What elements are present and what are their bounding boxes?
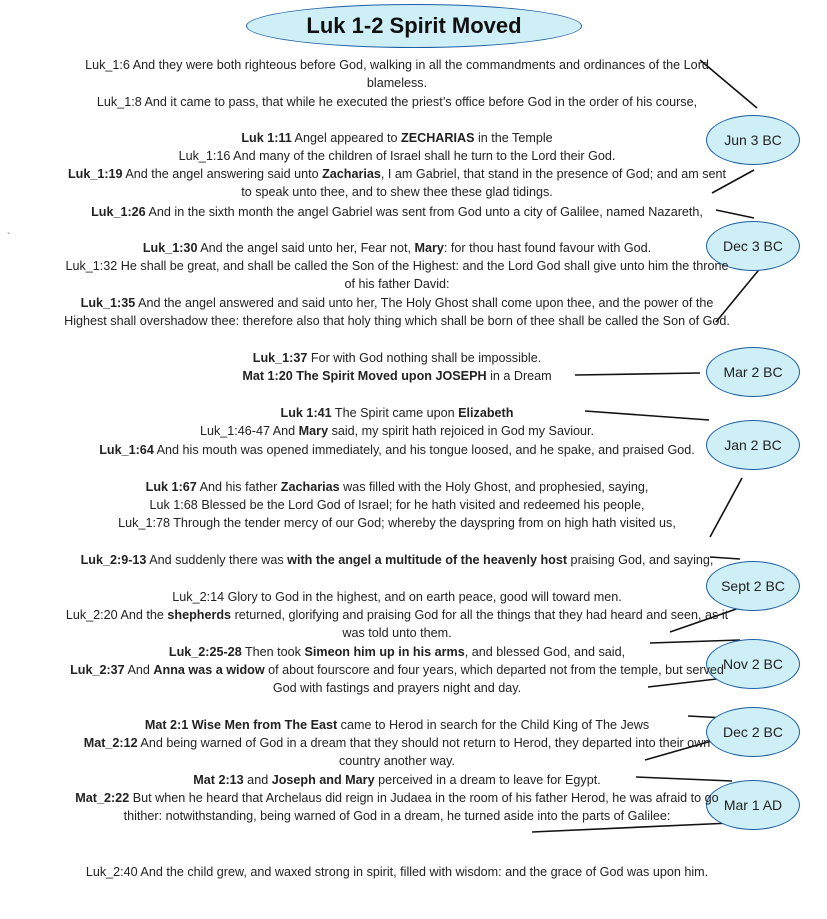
date-oval: Dec 2 BC <box>706 707 800 757</box>
verse-text-run: Luk_1:16 And many of the children of Israel shall he turn to the Lord their God. <box>178 149 616 163</box>
verse-text-run: Then took <box>241 645 305 659</box>
verse-bold-run: Mat_2:22 <box>75 791 130 805</box>
verse-bold-run: Luk 1:67 <box>145 480 197 494</box>
stray-mark: ` <box>7 232 11 243</box>
verse-text-run: Luk_1:32 He shall be great, and shall be called the Son of the Highest: and the Lord God shall give unto him the throne of his father David: <box>65 259 729 291</box>
verse-bold-run: The Spirit Moved upon <box>292 369 436 383</box>
verse-bold-run: Luk 1:11 <box>241 131 292 145</box>
date-oval: Mar 2 BC <box>706 347 800 397</box>
verse-bold-run: Simeon him up in his arms <box>304 645 465 659</box>
verse-bold-run: Zacharias <box>280 480 340 494</box>
verse-text-run: returned, glorifying and praising God for all the things that they had heard and seen, as it was told unto them. <box>231 608 729 640</box>
verse-bold-run: Luk_1:35 <box>80 296 136 310</box>
verse-bold-run: Mat_2:12 <box>83 736 138 750</box>
verse-text-run: in a Dream <box>486 369 552 383</box>
verse-text-run: Luk_2:14 Glory to God in the highest, and on earth peace, good will toward men. <box>172 590 622 604</box>
verse-bold-run: Elizabeth <box>458 406 514 420</box>
verse-luk-1-19 <box>62 165 732 201</box>
date-oval: Mar 1 AD <box>706 780 800 830</box>
verse-text-run: Luk_2:40 And the child grew, and waxed strong in spirit, filled with wisdom: and the grace of God was upon him. <box>85 865 709 879</box>
verse-luk-1-41 <box>62 404 732 422</box>
verse-text-run: And <box>124 663 154 677</box>
verse-luk-2-9-13 <box>62 551 732 569</box>
verse-text-run: And the angel answered and said unto her, The Holy Ghost shall come upon thee, and the power of the Highest shall overshadow thee: therefore also that holy thing which shall be born of thee shall be called the Son of God. <box>64 296 730 328</box>
verse-luk-2-20 <box>62 606 732 642</box>
date-oval: Dec 3 BC <box>706 221 800 271</box>
verse-luk-1-37 <box>62 349 732 367</box>
verse-bold-run: Luk_2:9-13 <box>80 553 147 567</box>
verse-text-run: , I am Gabriel, that stand in the presence of God; and am sent to speak unto thee, and to shew thee these glad tidings. <box>241 167 727 199</box>
verse-mat-1-20 <box>62 367 732 385</box>
verse-text-run: came to Herod in search for the Child King of The Jews <box>337 718 650 732</box>
verse-bold-run: Luk_2:25-28 <box>168 645 242 659</box>
verse-luk-1-16 <box>62 147 732 165</box>
verse-luk-1-6 <box>62 56 732 92</box>
date-oval: Jun 3 BC <box>706 115 800 165</box>
verse-bold-run: Joseph and Mary <box>271 773 375 787</box>
verse-bold-run: Zacharias <box>322 167 381 181</box>
verse-text-run: and <box>243 773 272 787</box>
verse-luk-1-8 <box>62 93 732 111</box>
verse-text-run: , and blessed God, and said, <box>464 645 626 659</box>
verse-text-run: For with God nothing shall be impossible. <box>307 351 542 365</box>
verse-bold-run: Mary <box>414 241 444 255</box>
verse-bold-run: ZECHARIAS <box>401 131 475 145</box>
verse-text-run: : for thou hast found favour with God. <box>443 241 652 255</box>
verse-text-run: Luk_1:8 And it came to pass, that while he executed the priest’s office before God in the order of his course, <box>96 95 698 109</box>
verse-text-run: Luk 1:68 Blessed be the Lord God of Israel; for he hath visited and redeemed his people, <box>149 498 645 512</box>
verse-bold-run: Luk_1:37 <box>252 351 308 365</box>
verse-bold-run: Mary <box>298 424 329 438</box>
verse-bold-run: Anna was a widow <box>153 663 265 677</box>
verse-text-run: of about fourscore and four years, which departed not from the temple, but served God with fastings and prayers night and day. <box>264 663 724 695</box>
verse-mat-2-1 <box>62 716 732 734</box>
verse-bold-run: Luk_1:64 <box>99 443 154 457</box>
verse-bold-run: Mat 1:20 <box>242 369 293 383</box>
verse-text-run: said, my spirit hath rejoiced in God my Saviour. <box>328 424 595 438</box>
verse-luk-1-68 <box>62 496 732 514</box>
verse-luk-1-32 <box>62 257 732 293</box>
verse-text-run: And suddenly there was <box>146 553 288 567</box>
verse-luk-1-46-47 <box>62 422 732 440</box>
verse-text-run: The Spirit came upon <box>331 406 459 420</box>
verse-text-run: But when he heard that Archelaus did reign in Judaea in the room of his father Herod, he was afraid to go thither: notwithstanding, being warned of God in a dream, he turned aside into the parts of Galilee: <box>123 791 719 823</box>
verse-luk-1-67 <box>62 478 732 496</box>
date-oval: Jan 2 BC <box>706 420 800 470</box>
verse-text-run: And his mouth was opened immediately, and his tongue loosed, and he spake, and praised God. <box>153 443 695 457</box>
verse-bold-run: shepherds <box>167 608 232 622</box>
verse-bold-run: Luk_2:37 <box>70 663 125 677</box>
verse-text-run: And the angel said unto her, Fear not, <box>197 241 415 255</box>
verse-text-run: And his father <box>196 480 281 494</box>
verse-text-run: Luk_1:6 And they were both righteous before God, walking in all the commandments and ordinances of the Lord blameless. <box>85 58 709 90</box>
verse-luk-2-25-28 <box>62 643 732 661</box>
verse-text-run: in the Temple <box>474 131 553 145</box>
verse-bold-run: Mat 2:13 <box>193 773 244 787</box>
verse-text-run: perceived in a dream to leave for Egypt. <box>374 773 601 787</box>
date-oval: Nov 2 BC <box>706 639 800 689</box>
verse-text-run: was filled with the Holy Ghost, and prophesied, saying, <box>339 480 649 494</box>
verse-bold-run: Mat 2:1 Wise Men from The East <box>144 718 338 732</box>
verse-luk-1-26 <box>62 203 732 221</box>
verse-luk-2-37 <box>62 661 732 697</box>
verse-text-run: Luk_1:46-47 And <box>199 424 299 438</box>
verse-luk-1-30 <box>62 239 732 257</box>
verse-luk-2-40 <box>62 863 732 881</box>
verse-bold-run: Luk_1:26 <box>91 205 146 219</box>
date-oval: Sept 2 BC <box>706 561 800 611</box>
verse-text-run: Angel appeared to <box>291 131 401 145</box>
verse-mat-2-12 <box>62 734 732 770</box>
verse-text-run: And the angel answering said unto <box>122 167 323 181</box>
verse-bold-run: Luk 1:41 <box>280 406 332 420</box>
verse-bold-run: JOSEPH <box>435 369 487 383</box>
verse-text-run: And being warned of God in a dream that they should not return to Herod, they departed into their own country another way. <box>137 736 711 768</box>
verse-text-run: Luk_2:20 And the <box>65 608 168 622</box>
verse-mat-2-22 <box>62 789 732 825</box>
verse-bold-run: Luk_1:30 <box>142 241 198 255</box>
verse-luk-1-35 <box>62 294 732 330</box>
verse-text-run: praising God, and saying, <box>567 553 714 567</box>
verse-text-run: And in the sixth month the angel Gabriel was sent from God unto a city of Galilee, named Nazareth, <box>145 205 703 219</box>
verse-mat-2-13 <box>62 771 732 789</box>
page-title: Luk 1-2 Spirit Moved <box>246 4 582 48</box>
verse-luk-1-78 <box>62 514 732 532</box>
verse-bold-run: Luk_1:19 <box>67 167 123 181</box>
verse-luk-1-64 <box>62 441 732 459</box>
verse-text-run: Luk_1:78 Through the tender mercy of our God; whereby the dayspring from on high hath visited us, <box>118 516 676 530</box>
verse-bold-run: with the angel a multitude of the heavenly host <box>287 553 568 567</box>
verse-luk-1-11 <box>62 129 732 147</box>
verse-luk-2-14 <box>62 588 732 606</box>
